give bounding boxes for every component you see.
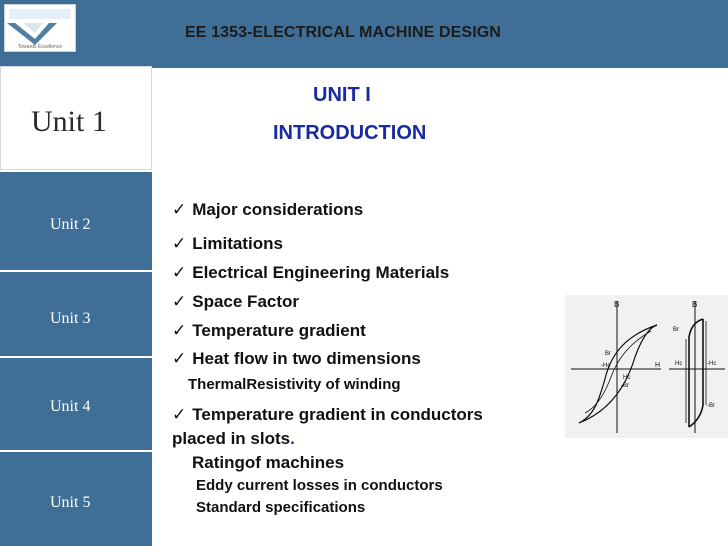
unit-subheading: INTRODUCTION <box>273 122 427 144</box>
axis-label: -Br <box>621 383 629 389</box>
list-item: ✓ Major considerations <box>172 200 364 219</box>
sidebar-item-unit-4[interactable] <box>0 356 152 442</box>
check-icon: ✓ <box>172 200 187 219</box>
check-icon: ✓ <box>172 321 187 340</box>
check-icon: ✓ <box>172 263 187 282</box>
unit-heading: UNIT I <box>313 84 371 106</box>
list-item: ✓ Heat flow in two dimensions <box>172 349 421 368</box>
check-icon: ✓ <box>172 349 187 368</box>
sidebar-item-label: Unit 4 <box>50 398 91 415</box>
hysteresis-figure <box>565 295 728 438</box>
axis-label: Br <box>673 327 679 333</box>
check-icon: ✓ <box>172 292 187 311</box>
list-item: ✓ Limitations <box>172 234 283 253</box>
list-item: ✓ Electrical Engineering Materials <box>172 263 450 282</box>
list-item: Eddy current losses in conductors <box>196 477 443 494</box>
slots-period: . <box>290 429 295 448</box>
sidebar-item-label: Unit 3 <box>50 310 91 327</box>
axis-label: Br <box>605 351 611 357</box>
sidebar-item-label: Unit 2 <box>50 216 91 233</box>
axis-label: -Hc <box>707 361 717 367</box>
axis-label: H <box>655 362 661 369</box>
list-item: placed in slots. <box>172 429 295 448</box>
list-item: ThermalResistivity of winding <box>188 376 401 393</box>
sidebar-item-unit-3[interactable] <box>0 270 152 356</box>
axis-label: Hc <box>623 375 631 381</box>
sidebar-item-unit-5[interactable] <box>0 450 152 536</box>
axis-label: -Br <box>707 403 715 409</box>
axis-label: Hc <box>675 361 683 367</box>
list-item: ✓ Space Factor <box>172 292 300 311</box>
page-title: EE 1353-ELECTRICAL MACHINE DESIGN <box>185 24 501 41</box>
list-item: ✓ Temperature gradient <box>172 321 366 340</box>
check-icon: ✓ <box>172 234 187 253</box>
sidebar-item-label: Unit 1 <box>31 105 107 138</box>
list-item: ✓ Temperature gradient in conductors <box>172 405 483 424</box>
svg-text:Towards Excellence: Towards Excellence <box>17 44 63 50</box>
axis-label: B <box>614 300 620 309</box>
axis-label: B <box>692 300 698 309</box>
logo <box>4 4 76 52</box>
sidebar-item-unit-1[interactable] <box>0 66 152 170</box>
check-icon: ✓ <box>172 405 187 424</box>
list-item: Standard specifications <box>196 499 366 516</box>
sidebar-item-unit-2[interactable] <box>0 170 152 256</box>
sidebar-item-label: Unit 5 <box>50 494 91 511</box>
axis-label: -Hc <box>601 363 611 369</box>
list-item: Ratingof machines <box>192 453 345 472</box>
